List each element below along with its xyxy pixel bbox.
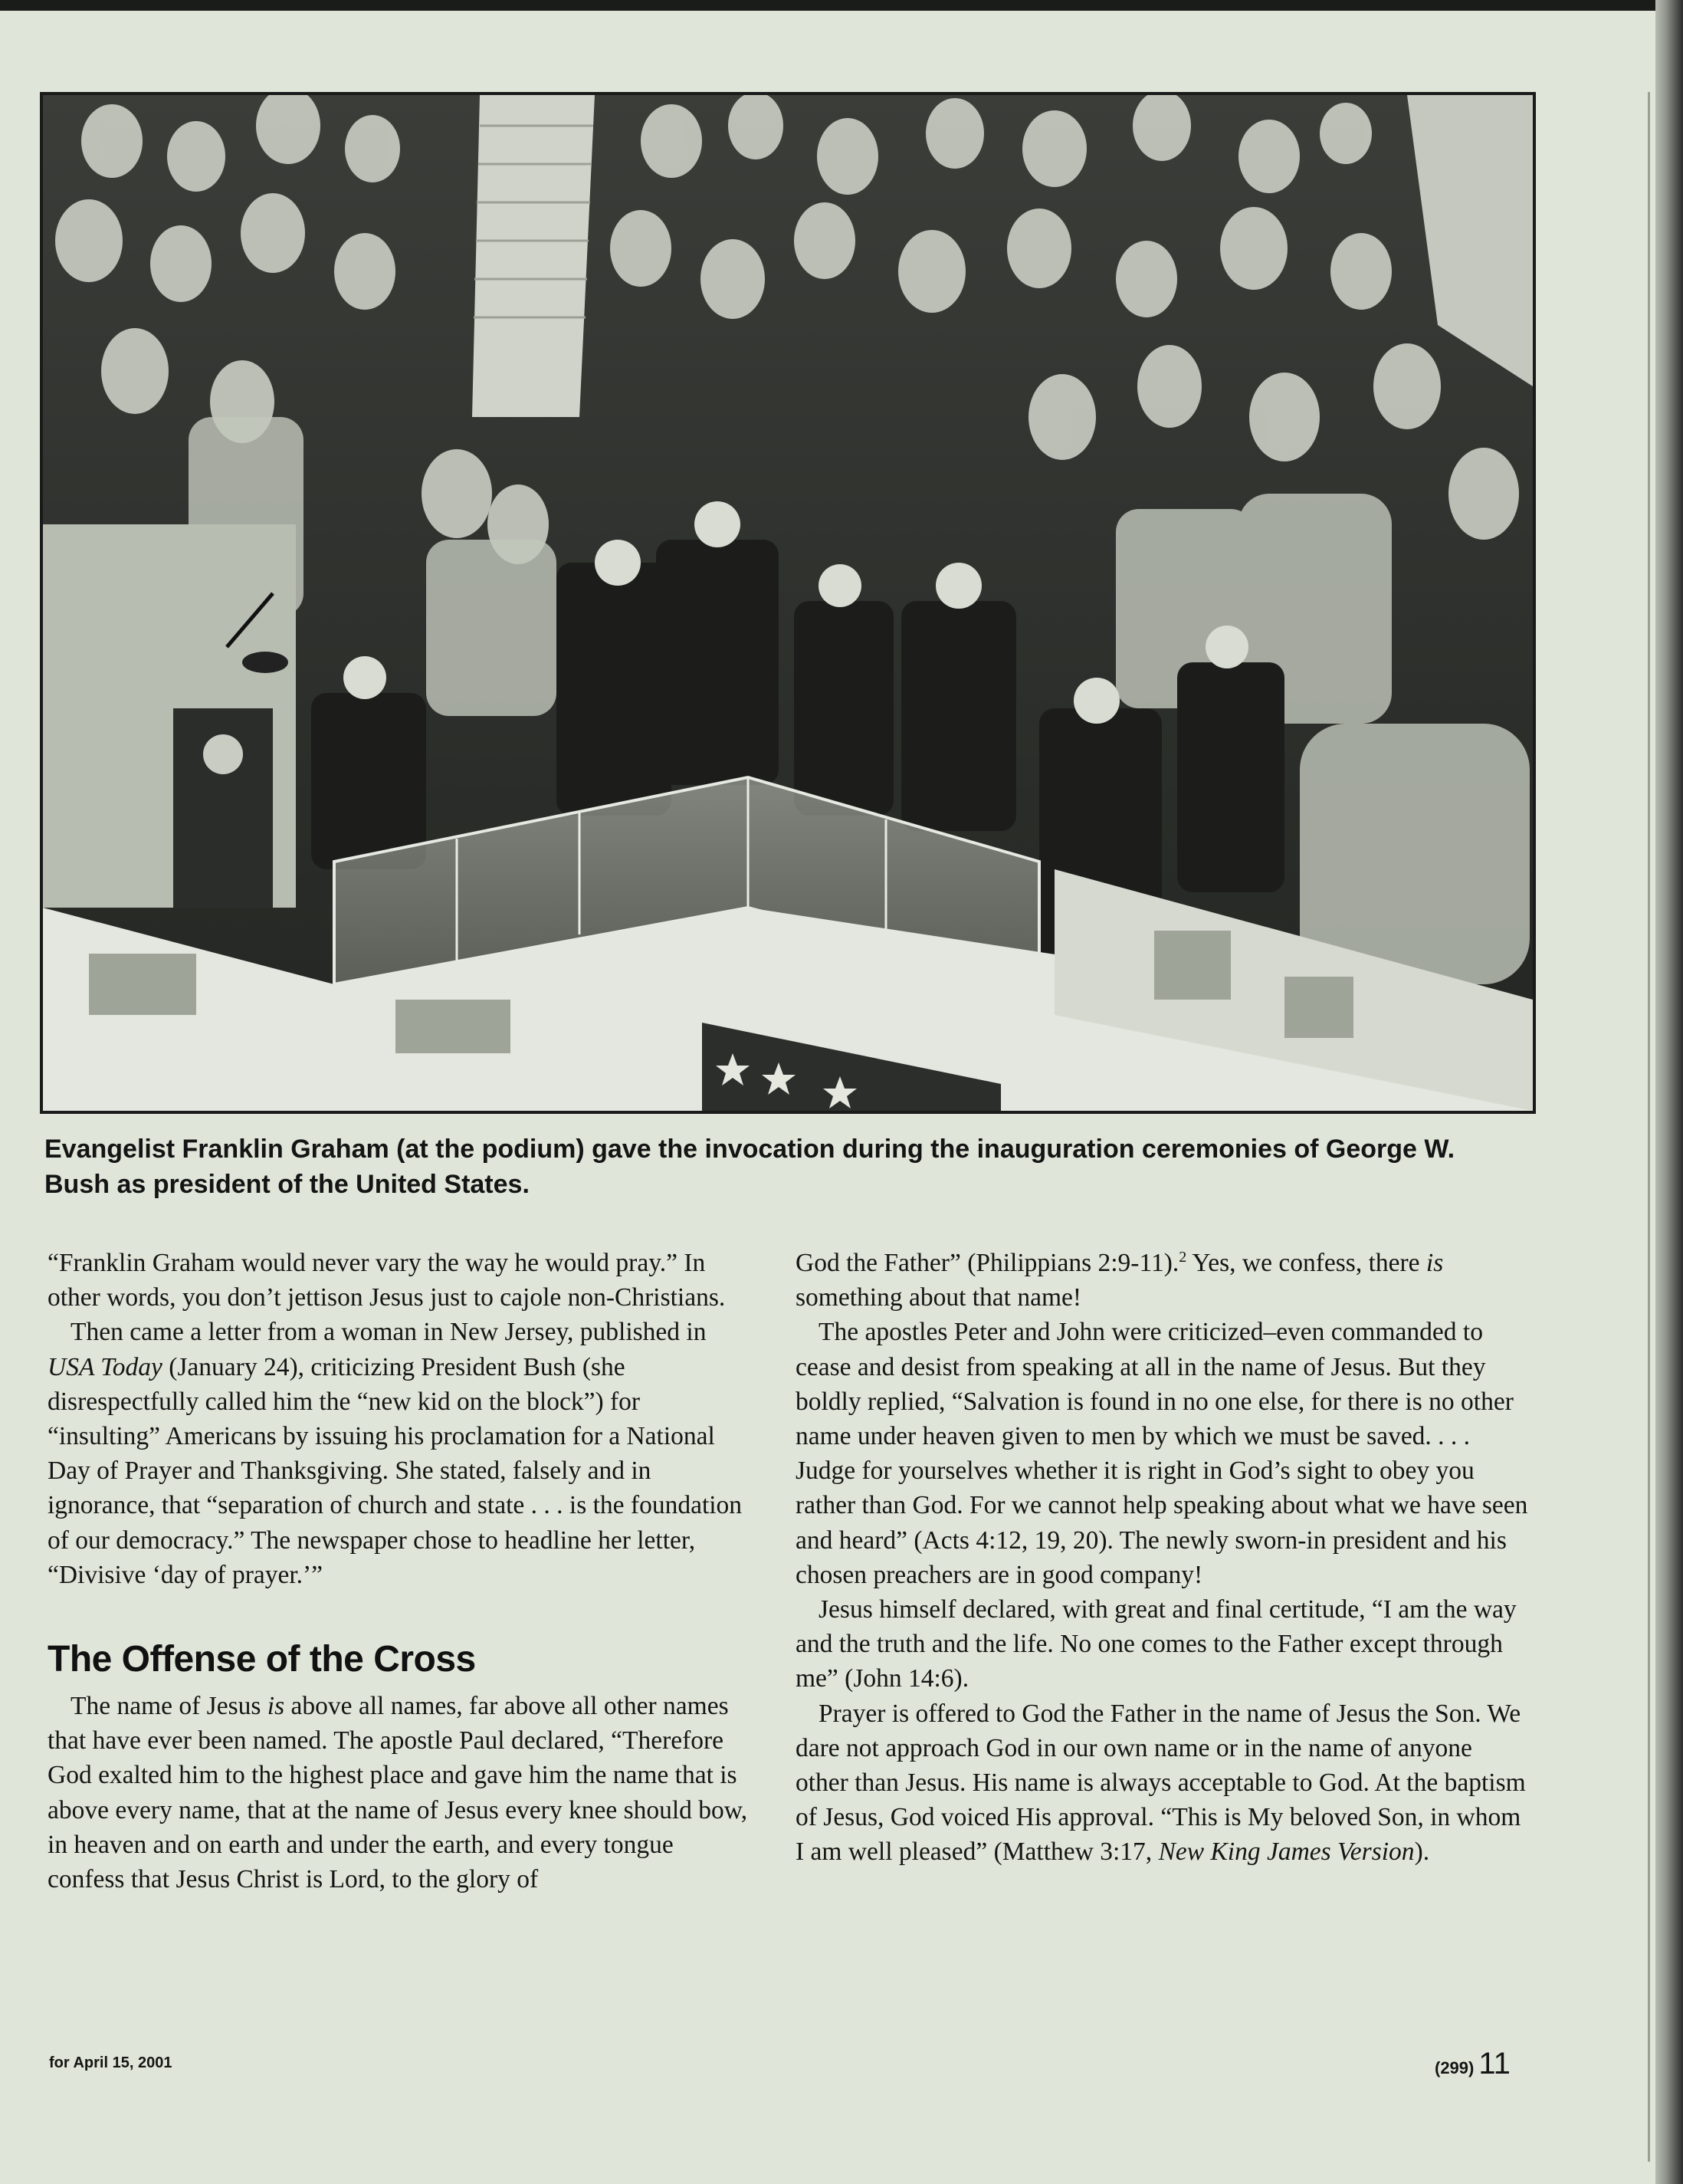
paragraph: God the Father” (Philippians 2:9-11).$^2$ Yes, we confess, there is something about that name! [796,1248,1444,1312]
footnote-marker: 2 [1179,1248,1187,1266]
paragraph: Prayer is offered to God the Father in the name of Jesus the Son. We dare not approach God in our own name or in the name of anyone other than Jesus. His name is always acceptable to God. At the baptism of Jesus, God voiced His approval. “This is My beloved Son, in whom I am well pleased” (Matthew 3:17, New King James Version). [796,1699,1526,1867]
section-heading: The Offense of the Cross [48,1639,476,1680]
footer-page-number [1435,2047,1511,2081]
paragraph: “Franklin Graham would never vary the way he would pray.” In other words, you don’t jettison Jesus just to cajole non-Christians. [48,1249,726,1312]
paragraph: Then came a letter from a woman in New Jersey, published in USA Today (January 24), criticizing President Bush (she disrespectfully called him the “new kid on the block”) for “insulting” Americans by issuing his proclamation for a National Day of Prayer and Thanksgiving. She stated, falsely and in ignorance, that “separation of church and state . . . is the foundation of our democracy.” The newspaper chose to headline her letter, “Divisive ‘day of prayer.’” [48,1318,743,1589]
right-column [796,1246,1531,1870]
paragraph: The apostles Peter and John were criticized–even commanded to cease and desist from speaking at all in the name of Jesus. But they boldly replied, “Salvation is found in no one else, for there is no other name under heaven given to men by which we must be saved. . . . Judge for yourselves whether it is right in God’s sight to obey you rather than God. For we cannot help speaking about what we have seen and heard” (Acts 4:12, 19, 20). The newly sworn-in president and his chosen preachers are in good company! [796,1318,1528,1589]
left-column [48,1246,753,1897]
page-gutter-line [1648,92,1650,2162]
page-number: 11 [1478,2047,1511,2081]
footer-issue-date: for April 15, 2001 [49,2054,172,2071]
footer-code: (299) [1435,2058,1475,2077]
scan-edge-top [0,0,1683,11]
photo-illustration [43,95,1533,1111]
photo-caption: Evangelist Franklin Graham (at the podium) gave the invocation during the inauguration ceremonies of George W. Bush as president of the United States. [44,1135,1455,1199]
inauguration-photo [40,92,1536,1114]
paragraph: The name of Jesus is above all names, far above all other names that have ever been named. The apostle Paul declared, “Therefore God exalted him to the highest place and gave him the name that is above every name, that at the name of Jesus every knee should bow, in heaven and on earth and under the earth, and every tongue confess that Jesus Christ is Lord, to the glory of [48,1692,748,1894]
paragraph: Jesus himself declared, with great and final certitude, “I am the way and the truth and the life. No one comes to the Father except through me” (John 14:6). [796,1595,1517,1693]
scan-edge-right [1655,0,1683,2184]
